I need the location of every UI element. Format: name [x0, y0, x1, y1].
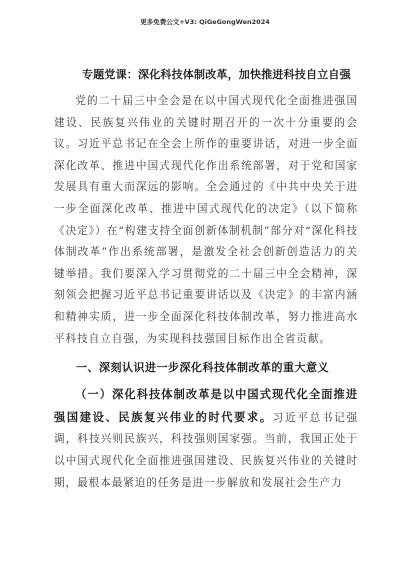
intro-paragraph: 党的二十届三中全会是在以中国式现代化全面推进强国建设、民族复兴伟业的关键时期召开的一次十分重要的会议。习近平总书记在全会上所作的重要讲话，对进一步全面深化改革、推进中国式现代化作出系统部署，对于党和国家发展具有重大而深远的影响。全会通过的《中共中央关于进一步全面深化改革、推进中国式现代化的决定》（以下简称《决定》）在“构建支持全面创新体制机制”部分对“深化科技体制改革”作出系统部署，是激发全社会创新创造活力的关键举措。我们要深入学习贯彻党的二十届三中全会精神，深刻领会把握习近平总书记重要讲话以及《决定》的丰富内涵和精神实质，进一步全面深化科技体制改革，努力推进高水平科技自立自强，为实现科技强国目标作出全省贡献。: [54, 95, 358, 345]
subsection-heading: （一）深化科技体制改革是以中国式现代化全面推进强国建设、民族复兴伟业的时代要求。: [54, 387, 358, 424]
subsection-text: 习近平总书记强调，科技兴则民族兴，科技强则国家强。当前，我国正处于以中国式现代化全面推进强国建设、民族复兴伟业的关键时期，最根本最紧迫的任务是进一步解放和发展社会生产力: [54, 411, 358, 489]
subsection-paragraph: [54, 384, 358, 494]
page-header: 更多免费公文+V3: QiGeGongWen2024: [140, 18, 270, 26]
document-title: 专题党课：深化科技体制改革，加快推进科技自立自强: [82, 68, 351, 81]
document-body: [54, 91, 358, 494]
section-heading-1: 一、深刻认识进一步深化科技体制改革的重大意义: [76, 361, 329, 375]
